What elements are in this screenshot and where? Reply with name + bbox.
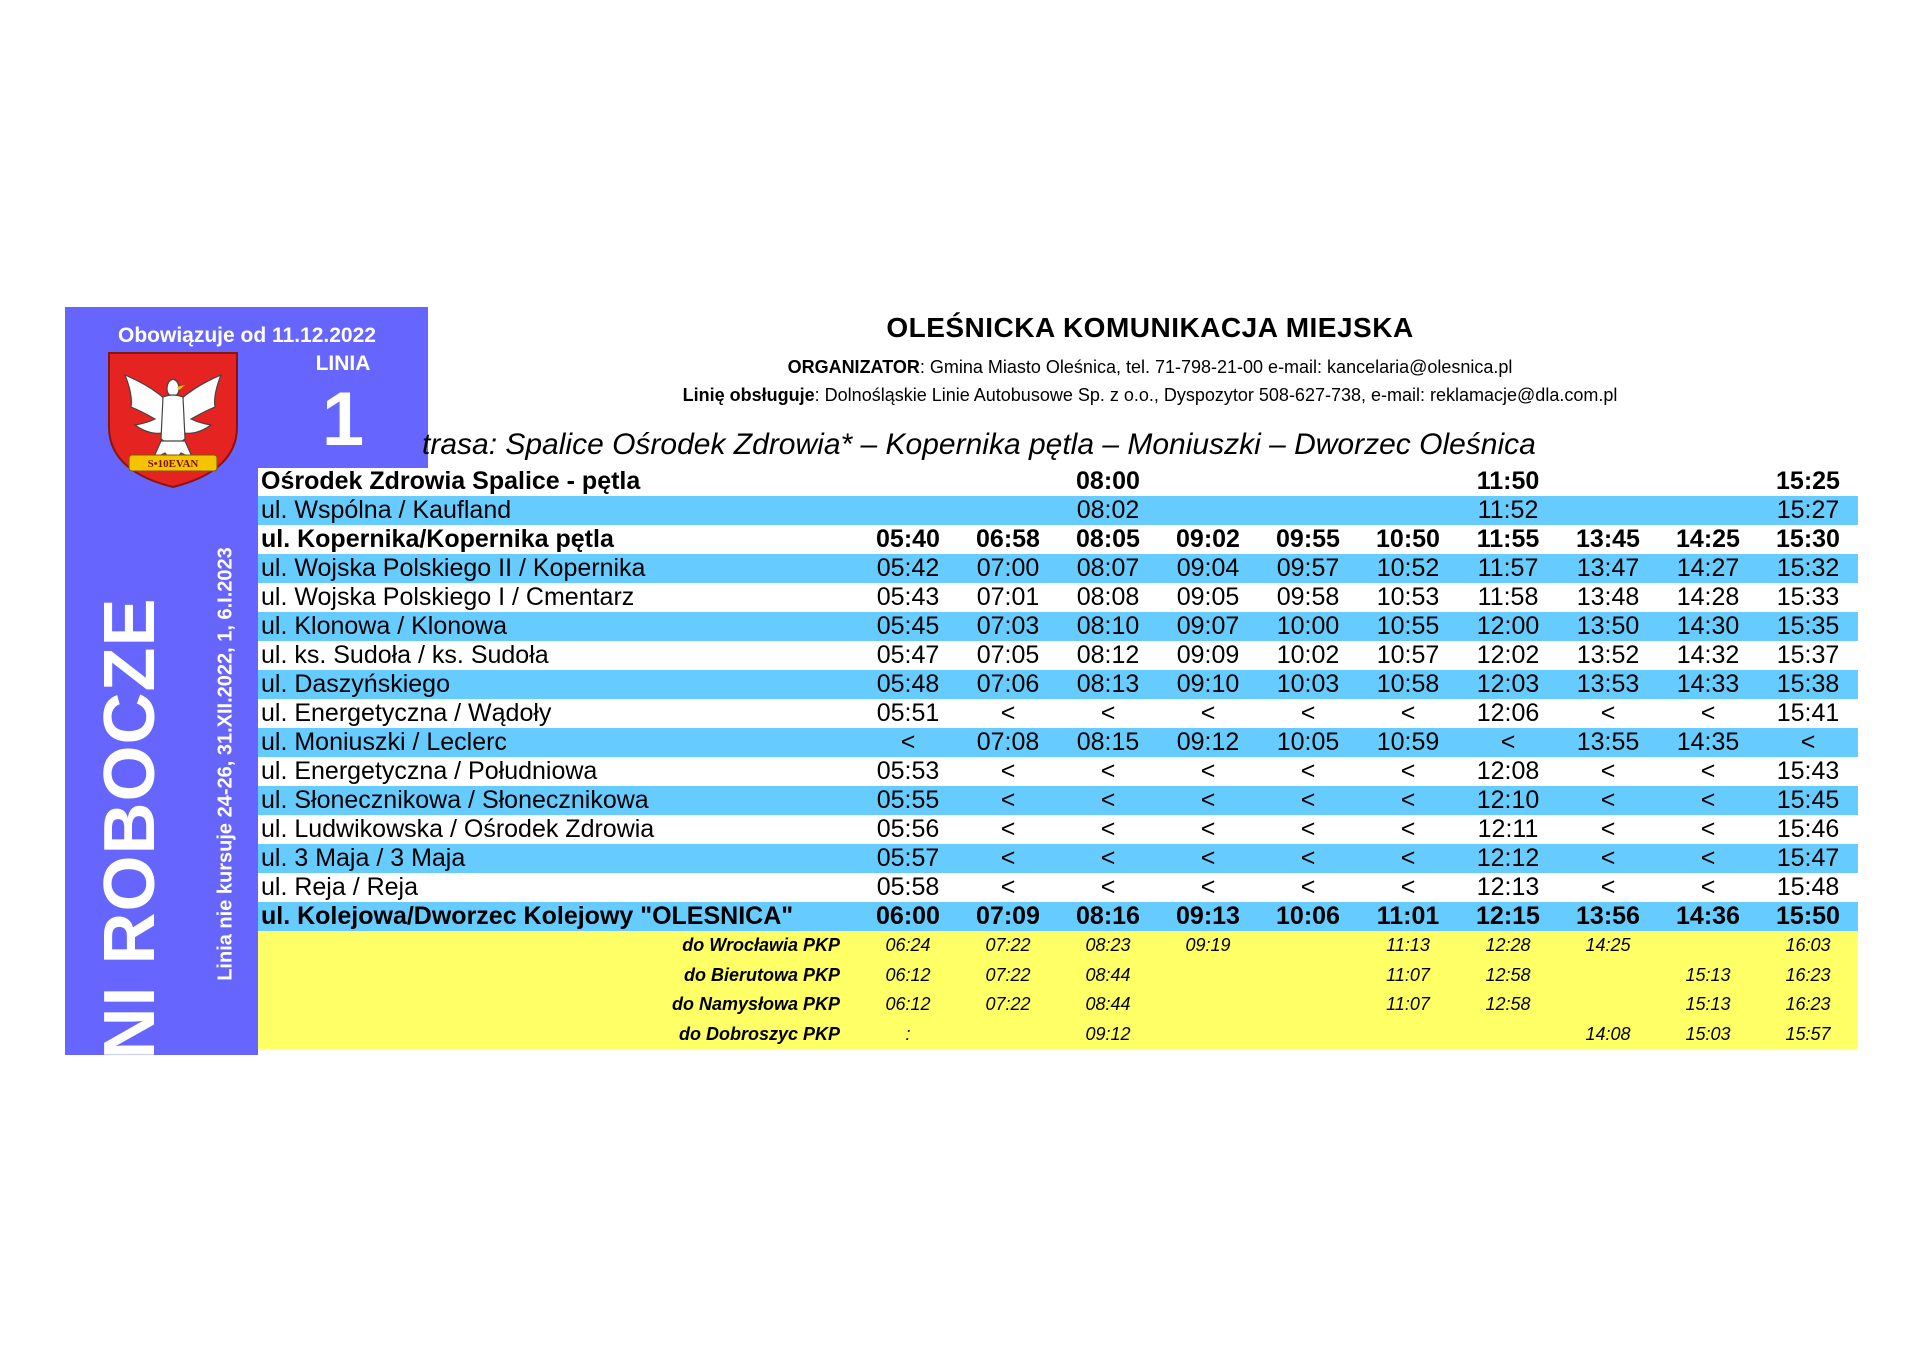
stop-name: ul. 3 Maja / 3 Maja [258, 844, 858, 873]
departure-time: < [1600, 699, 1616, 727]
departure-time: 08:15 [1058, 728, 1158, 757]
departure-time: < [1700, 699, 1716, 727]
departure-time: < [1400, 815, 1416, 843]
line-number: 1 [321, 377, 365, 462]
departure-time: < [1058, 786, 1158, 815]
stop-row [258, 467, 1858, 496]
departure-time: < [1000, 873, 1016, 901]
stop-name: ul. Reja / Reja [261, 873, 419, 901]
train-connection-row [258, 990, 1858, 1020]
departure-time [1258, 496, 1358, 525]
departure-time: < [1700, 815, 1716, 843]
operator-line [540, 385, 1760, 406]
connection-time: 06:12 [858, 990, 958, 1020]
departure-time: 11:58 [1477, 583, 1539, 611]
departure-time: 08:00 [1076, 467, 1140, 495]
departure-time: < [1600, 815, 1616, 843]
departure-time [1658, 496, 1758, 525]
departure-time: 09:55 [1276, 525, 1340, 553]
route-description: trasa: Spalice Ośrodek Zdrowia* – Kopernika pętla – Moniuszki – Dworzec Oleśnica [422, 428, 1536, 461]
departure-time: 12:11 [1477, 815, 1539, 843]
departure-time: 08:10 [1058, 612, 1158, 641]
departure-time: 15:37 [1776, 641, 1840, 669]
departure-time: 15:38 [1758, 670, 1858, 699]
connection-time [1258, 1020, 1358, 1050]
departure-time: < [1600, 757, 1616, 785]
departure-time: < [1300, 873, 1316, 901]
stop-row [258, 525, 1858, 554]
organizer-label: ORGANIZATOR [787, 357, 920, 377]
departure-time: 10:06 [1258, 902, 1358, 931]
departure-time: 10:52 [1358, 554, 1458, 583]
departure-time: 15:35 [1758, 612, 1858, 641]
departure-time: 10:53 [1376, 583, 1440, 611]
departure-time: 09:10 [1158, 670, 1258, 699]
departure-time: 13:53 [1558, 670, 1658, 699]
departure-time: 12:06 [1476, 699, 1540, 727]
departure-time: < [1000, 699, 1016, 727]
departure-time: 07:03 [958, 612, 1058, 641]
connection-time: 12:58 [1458, 961, 1558, 991]
departure-time: 14:27 [1658, 554, 1758, 583]
departure-time: 10:59 [1358, 728, 1458, 757]
connection-destination: do Namysłowa PKP [258, 990, 858, 1020]
departure-time: 07:08 [958, 728, 1058, 757]
departure-time: 10:50 [1376, 525, 1440, 553]
connection-time [1158, 961, 1258, 991]
stop-row [258, 844, 1858, 873]
departure-time: 10:57 [1376, 641, 1440, 669]
departure-time: < [1100, 757, 1116, 785]
departure-time: < [1758, 728, 1858, 757]
stop-row [258, 641, 1858, 670]
departure-time: 15:32 [1758, 554, 1858, 583]
departure-time: < [1100, 699, 1116, 727]
departure-time: 10:58 [1358, 670, 1458, 699]
connection-time [1158, 990, 1258, 1020]
stop-name: ul. ks. Sudoła / ks. Sudoła [261, 641, 549, 669]
departure-time: 05:43 [876, 583, 940, 611]
departure-time: < [1300, 699, 1316, 727]
connection-time: : [858, 1020, 958, 1050]
departure-time: < [958, 844, 1058, 873]
departure-time: 10:05 [1258, 728, 1358, 757]
departure-time: 09:58 [1276, 583, 1340, 611]
departure-time: 07:01 [976, 583, 1040, 611]
departure-time: 12:03 [1458, 670, 1558, 699]
departure-time: 15:43 [1776, 757, 1840, 785]
exceptions-note: Linia nie kursuje 24-26, 31.XII.2022, 1, 6.I.2023 [214, 547, 237, 981]
departure-time: < [958, 786, 1058, 815]
stop-name: Ośrodek Zdrowia Spalice - pętla [261, 467, 641, 495]
departure-time: 09:05 [1176, 583, 1240, 611]
crest-banner-text: S•10EVAN [147, 458, 199, 470]
stop-row [258, 786, 1858, 815]
connection-time: 08:44 [1058, 990, 1158, 1020]
departure-time: 08:05 [1076, 525, 1140, 553]
connection-time [1358, 1020, 1458, 1050]
departure-time: 15:33 [1776, 583, 1840, 611]
departure-time: 15:41 [1776, 699, 1840, 727]
connection-time: 14:25 [1558, 931, 1658, 961]
connection-time [1158, 1020, 1258, 1050]
departure-time: < [1658, 844, 1758, 873]
departure-time: 07:00 [958, 554, 1058, 583]
departure-time: < [1400, 757, 1416, 785]
stop-name: ul. Wojska Polskiego II / Kopernika [258, 554, 858, 583]
stop-row [258, 699, 1858, 728]
departure-time: 15:25 [1776, 467, 1840, 495]
connection-time [1458, 1020, 1558, 1050]
departure-time [1158, 496, 1258, 525]
connection-time [1258, 990, 1358, 1020]
departure-time: 13:47 [1558, 554, 1658, 583]
stop-row [258, 902, 1858, 931]
connection-time: 15:13 [1658, 990, 1758, 1020]
stop-name: ul. Wojska Polskiego I / Cmentarz [261, 583, 635, 611]
departure-time: < [1200, 873, 1216, 901]
connection-time: 08:23 [1058, 931, 1158, 961]
organizer-line [540, 357, 1760, 378]
connection-destination: do Bierutowa PKP [258, 961, 858, 991]
departure-time: < [1558, 786, 1658, 815]
departure-time: 11:50 [1476, 467, 1540, 495]
departure-time: 05:51 [876, 699, 940, 727]
connection-time: 09:19 [1158, 931, 1258, 961]
stop-name: ul. Energetyczna / Południowa [261, 757, 598, 785]
connection-time: 15:57 [1758, 1020, 1858, 1050]
stop-name: ul. Wspólna / Kaufland [258, 496, 858, 525]
departure-time [1658, 467, 1758, 496]
departure-time: 12:02 [1476, 641, 1540, 669]
departure-time: 09:57 [1258, 554, 1358, 583]
departure-time: 08:16 [1058, 902, 1158, 931]
departure-time: 05:58 [876, 873, 940, 901]
departure-time: 10:00 [1258, 612, 1358, 641]
connection-time: 16:23 [1758, 990, 1858, 1020]
departure-time: 08:12 [1076, 641, 1140, 669]
departure-time: 12:08 [1476, 757, 1540, 785]
departure-time [1358, 467, 1458, 496]
departure-time [858, 467, 958, 496]
departure-time: 08:13 [1058, 670, 1158, 699]
departure-time: 15:47 [1758, 844, 1858, 873]
departure-time: 11:52 [1458, 496, 1558, 525]
departure-time: 05:57 [858, 844, 958, 873]
stop-row [258, 815, 1858, 844]
departure-time: 09:12 [1158, 728, 1258, 757]
departure-time: < [1100, 873, 1116, 901]
departure-time: < [1200, 815, 1216, 843]
departure-time: 12:12 [1458, 844, 1558, 873]
connection-destination: do Dobroszyc PKP [258, 1020, 858, 1050]
departure-time: < [1600, 873, 1616, 901]
stop-name: ul. Klonowa / Klonowa [258, 612, 858, 641]
connection-time: 09:12 [1058, 1020, 1158, 1050]
stop-row [258, 583, 1858, 612]
stop-name: ul. Daszyńskiego [258, 670, 858, 699]
departure-time: 07:05 [976, 641, 1040, 669]
connection-time: 16:03 [1758, 931, 1858, 961]
stop-row [258, 728, 1858, 757]
train-connection-row [258, 961, 1858, 991]
stop-name: ul. Moniuszki / Leclerc [258, 728, 858, 757]
departure-time: 12:10 [1458, 786, 1558, 815]
stop-row [258, 496, 1858, 525]
departure-time: 15:30 [1776, 525, 1840, 553]
connection-time [1558, 961, 1658, 991]
stop-row [258, 670, 1858, 699]
departure-time: 05:55 [858, 786, 958, 815]
train-connection-row [258, 1020, 1858, 1050]
departure-time: < [1458, 728, 1558, 757]
valid-from-label: Obowiązuje od 11.12.2022 [118, 324, 376, 347]
connection-time: 11:13 [1358, 931, 1458, 961]
departure-time: 13:56 [1558, 902, 1658, 931]
departure-time: 07:09 [958, 902, 1058, 931]
departure-time: 11:01 [1358, 902, 1458, 931]
stop-name: ul. Ludwikowska / Ośrodek Zdrowia [261, 815, 655, 843]
departure-time: < [858, 728, 958, 757]
departure-time: 05:40 [876, 525, 940, 553]
departure-time: 11:57 [1458, 554, 1558, 583]
departure-time: < [1058, 844, 1158, 873]
departure-time: 12:00 [1458, 612, 1558, 641]
departure-time: 08:07 [1058, 554, 1158, 583]
departure-time: 14:35 [1658, 728, 1758, 757]
connection-time: 06:12 [858, 961, 958, 991]
departure-time: < [1258, 844, 1358, 873]
stop-name: ul. Słonecznikowa / Słonecznikowa [258, 786, 858, 815]
departure-time [958, 467, 1058, 496]
stop-row [258, 873, 1858, 902]
departure-time: 12:13 [1476, 873, 1540, 901]
departure-time: 14:30 [1658, 612, 1758, 641]
departure-time: 07:06 [958, 670, 1058, 699]
connection-time: 16:23 [1758, 961, 1858, 991]
stop-name: ul. Kopernika/Kopernika pętla [261, 525, 614, 553]
departure-time: 05:53 [876, 757, 940, 785]
departure-time: 14:36 [1658, 902, 1758, 931]
day-type-label: DNI ROBOCZE [90, 597, 170, 1113]
departure-time: 14:25 [1676, 525, 1740, 553]
departure-time: < [1300, 757, 1316, 785]
departure-time: < [1000, 757, 1016, 785]
connection-time: 15:13 [1658, 961, 1758, 991]
departure-time: 15:45 [1758, 786, 1858, 815]
connection-time [958, 1020, 1058, 1050]
organizer-text: : Gmina Miasto Oleśnica, tel. 71-798-21-00 e-mail: kancelaria@olesnica.pl [919, 357, 1513, 377]
departure-time: 14:28 [1676, 583, 1740, 611]
departure-time: < [1558, 844, 1658, 873]
departure-time: 05:48 [858, 670, 958, 699]
departure-time: < [1158, 844, 1258, 873]
departure-time: 06:00 [858, 902, 958, 931]
departure-time [1558, 467, 1658, 496]
departure-time: 09:02 [1176, 525, 1240, 553]
departure-time: 10:03 [1258, 670, 1358, 699]
departure-time: < [1700, 873, 1716, 901]
departure-time: < [1200, 757, 1216, 785]
departure-time: 05:42 [858, 554, 958, 583]
connection-time: 08:44 [1058, 961, 1158, 991]
departure-time: 13:52 [1576, 641, 1640, 669]
departure-time: < [1100, 815, 1116, 843]
departure-time: < [1000, 815, 1016, 843]
connection-time [1558, 990, 1658, 1020]
operator-label: Linię obsługuje [682, 385, 815, 405]
departure-time: 13:55 [1558, 728, 1658, 757]
connection-time: 12:58 [1458, 990, 1558, 1020]
departure-time: 05:56 [876, 815, 940, 843]
connection-time: 14:08 [1558, 1020, 1658, 1050]
departure-time [1158, 467, 1258, 496]
connection-time: 07:22 [958, 990, 1058, 1020]
departure-time: < [1200, 699, 1216, 727]
departure-time: 09:07 [1158, 612, 1258, 641]
departure-time: 14:32 [1676, 641, 1740, 669]
departure-time [1558, 496, 1658, 525]
departure-time: < [1400, 873, 1416, 901]
departure-time: < [1300, 815, 1316, 843]
departure-time: 15:48 [1776, 873, 1840, 901]
line-label: LINIA [315, 352, 371, 375]
departure-time: 13:50 [1558, 612, 1658, 641]
train-connection-row [258, 931, 1858, 961]
departure-time: 09:04 [1158, 554, 1258, 583]
departure-time: 09:09 [1176, 641, 1240, 669]
departure-time [1358, 496, 1458, 525]
departure-time: 06:58 [976, 525, 1040, 553]
departure-time: 10:55 [1358, 612, 1458, 641]
departure-time: < [1358, 786, 1458, 815]
connection-time [1258, 961, 1358, 991]
departure-time: 12:15 [1458, 902, 1558, 931]
departure-time [858, 496, 958, 525]
departure-time: 15:27 [1758, 496, 1858, 525]
departure-time: 13:48 [1576, 583, 1640, 611]
timetable-body [258, 467, 1858, 1049]
departure-time: < [1400, 699, 1416, 727]
departure-time: 13:45 [1576, 525, 1640, 553]
departure-time: 08:08 [1076, 583, 1140, 611]
stop-row [258, 612, 1858, 641]
departure-time: < [1700, 757, 1716, 785]
page-title: OLEŚNICKA KOMUNIKACJA MIEJSKA [886, 312, 1414, 343]
departure-time: < [1658, 786, 1758, 815]
stop-name: ul. Kolejowa/Dworzec Kolejowy "OLESNICA" [258, 902, 858, 931]
stop-name: ul. Energetyczna / Wądoły [261, 699, 552, 727]
connection-time: 11:07 [1358, 990, 1458, 1020]
departure-time [958, 496, 1058, 525]
stop-row [258, 757, 1858, 786]
operator-text: : Dolnośląskie Linie Autobusowe Sp. z o.o., Dyspozytor 508-627-738, e-mail: reklamacje@dla.com.pl [814, 385, 1618, 405]
connection-time: 07:22 [958, 931, 1058, 961]
connection-time: 15:03 [1658, 1020, 1758, 1050]
olesnica-crest-icon [105, 349, 241, 489]
departure-time: 15:50 [1758, 902, 1858, 931]
connection-time [1658, 931, 1758, 961]
departure-time: 11:55 [1476, 525, 1540, 553]
departure-time [1258, 467, 1358, 496]
departure-time: 05:47 [876, 641, 940, 669]
departure-time: 14:33 [1658, 670, 1758, 699]
connection-time: 11:07 [1358, 961, 1458, 991]
departure-time: 05:45 [858, 612, 958, 641]
connection-time [1258, 931, 1358, 961]
departure-time: 15:46 [1776, 815, 1840, 843]
timetable [258, 467, 1858, 1049]
departure-time: 10:02 [1276, 641, 1340, 669]
departure-time: 08:02 [1058, 496, 1158, 525]
connection-time: 07:22 [958, 961, 1058, 991]
connection-time: 12:28 [1458, 931, 1558, 961]
departure-time: < [1358, 844, 1458, 873]
connection-destination: do Wrocławia PKP [258, 931, 858, 961]
departure-time: < [1158, 786, 1258, 815]
departure-time: 09:13 [1158, 902, 1258, 931]
stop-row [258, 554, 1858, 583]
departure-time: < [1258, 786, 1358, 815]
connection-time: 06:24 [858, 931, 958, 961]
